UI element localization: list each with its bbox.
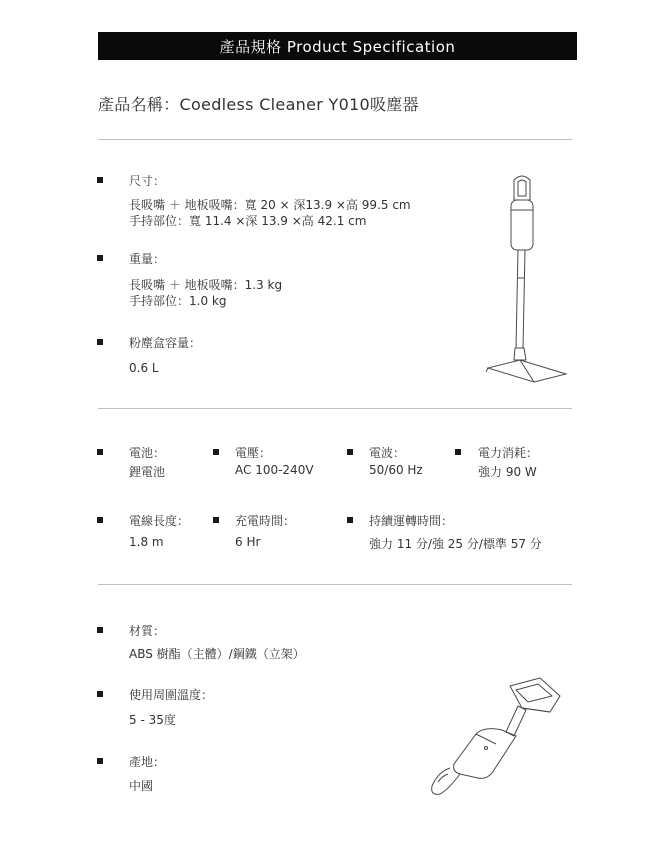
bullet-power bbox=[455, 449, 461, 455]
weight-label: 重量： bbox=[129, 252, 166, 266]
divider-2 bbox=[98, 408, 572, 409]
cord-length-label: 電線長度： bbox=[129, 514, 190, 528]
size-long-nozzle: 長吸嘴 ＋ 地板吸嘴：寬 20 × 深13.9 ×高 99.5 cm bbox=[129, 198, 411, 212]
frequency-value: 50/60 Hz bbox=[369, 463, 423, 477]
power-value: 強力 90 W bbox=[478, 465, 537, 479]
divider-1 bbox=[98, 139, 572, 140]
bullet-runtime bbox=[347, 517, 353, 523]
runtime-value: 強力 11 分/強 25 分/標準 57 分 bbox=[369, 537, 542, 551]
bullet-charge-time bbox=[213, 517, 219, 523]
weight-long-nozzle: 長吸嘴 ＋ 地板吸嘴：1.3 kg bbox=[129, 278, 283, 292]
bullet-frequency bbox=[347, 449, 353, 455]
frequency-label: 電波： bbox=[369, 446, 406, 460]
bullet-cord-length bbox=[97, 517, 103, 523]
bullet-dust-box bbox=[97, 339, 103, 345]
bullet-voltage bbox=[213, 449, 219, 455]
battery-value: 鋰電池 bbox=[129, 465, 166, 479]
bullet-origin bbox=[97, 758, 103, 764]
voltage-value: AC 100-240V bbox=[235, 463, 314, 477]
runtime-label: 持續運轉時間： bbox=[369, 514, 454, 528]
bullet-battery bbox=[97, 449, 103, 455]
charge-time-label: 充電時間： bbox=[235, 514, 296, 528]
cord-length-value: 1.8 m bbox=[129, 535, 164, 549]
bullet-material bbox=[97, 627, 103, 633]
material-value: ABS 樹酯（主體）/鋼鐵（立架） bbox=[129, 647, 305, 661]
handheld-vacuum-illustration bbox=[418, 672, 568, 807]
dust-box-value: 0.6 L bbox=[129, 361, 159, 375]
temperature-value: 5 - 35度 bbox=[129, 713, 176, 727]
size-handheld: 手持部位：寬 11.4 ×深 13.9 ×高 42.1 cm bbox=[129, 214, 367, 228]
weight-handheld: 手持部位：1.0 kg bbox=[129, 294, 227, 308]
voltage-label: 電壓： bbox=[235, 446, 272, 460]
dust-box-label: 粉塵盒容量： bbox=[129, 336, 202, 350]
product-name: 產品名稱：Coedless Cleaner Y010吸塵器 bbox=[98, 95, 419, 114]
bullet-temperature bbox=[97, 691, 103, 697]
origin-value: 中國 bbox=[129, 779, 154, 793]
bullet-weight bbox=[97, 255, 103, 261]
battery-label: 電池： bbox=[129, 446, 166, 460]
divider-3 bbox=[98, 584, 572, 585]
charge-time-value: 6 Hr bbox=[235, 535, 261, 549]
temperature-label: 使用周圍溫度： bbox=[129, 688, 214, 702]
stick-vacuum-illustration bbox=[478, 168, 578, 388]
material-label: 材質： bbox=[129, 624, 166, 638]
spec-title-banner: 產品規格 Product Specification bbox=[98, 32, 577, 60]
origin-label: 產地： bbox=[129, 755, 166, 769]
size-label: 尺寸： bbox=[129, 174, 166, 188]
power-label: 電力消耗： bbox=[478, 446, 539, 460]
bullet-size bbox=[97, 177, 103, 183]
